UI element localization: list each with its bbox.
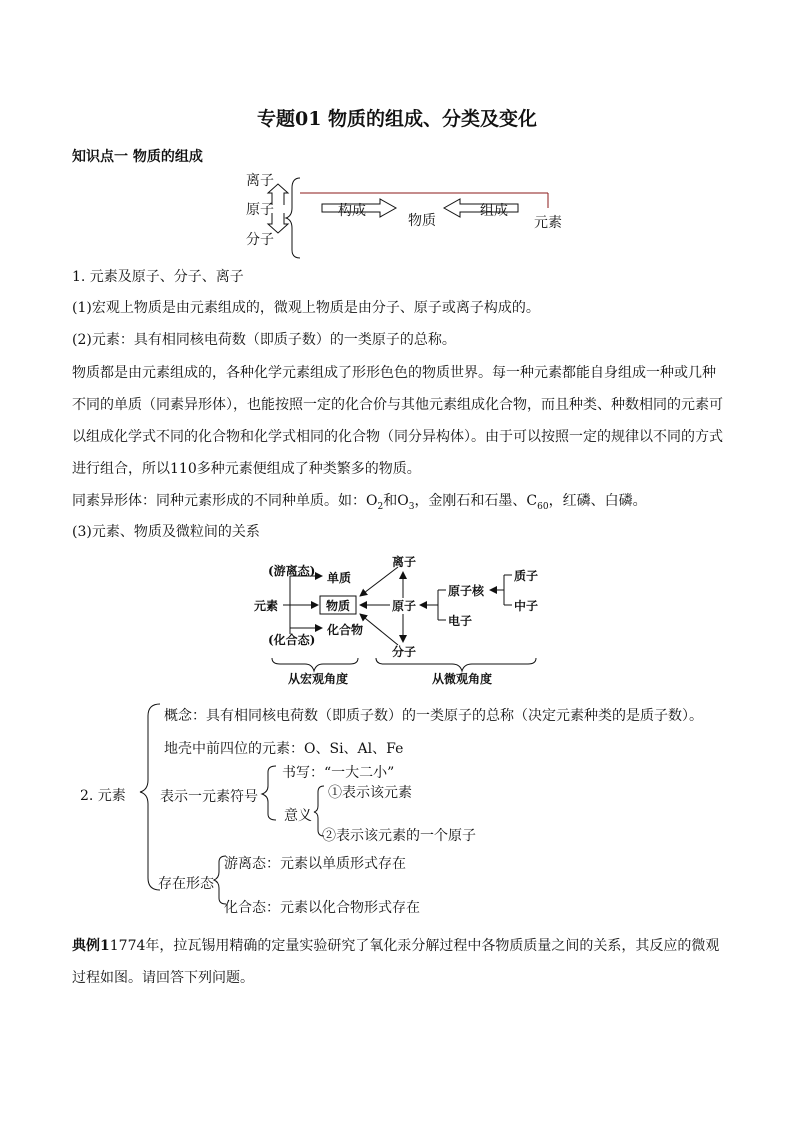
section-heading: 知识点一 物质的组成 <box>72 149 203 165</box>
sub-heading: 1. 元素及原子、分子、离子 <box>72 269 244 285</box>
meaning-item-2: ②表示该元素的一个原子 <box>322 828 476 844</box>
molecule-label: 分子 <box>246 232 274 248</box>
nucleus-label: 原子核 <box>448 584 485 598</box>
compose-label: 组成 <box>480 203 508 219</box>
combined-state-text: 化合态：元素以化合物形式存在 <box>224 900 420 916</box>
simple-substance-label: 单质 <box>327 571 352 585</box>
proton-label: 质子 <box>514 569 539 583</box>
micro-view-label: 从微观角度 <box>432 672 493 686</box>
crust-elements-text: 地壳中前四位的元素：O、Si、Al、Fe <box>164 741 404 757</box>
meaning-item-1: ①表示该元素 <box>328 785 412 801</box>
compound-label: 化合物 <box>327 623 364 637</box>
paragraph-line: 不同的单质（同素异形体），也能按照一定的化合价与其他元素组成化合物，而且种类、种数相同的元素可 <box>72 397 723 413</box>
molecule-label: 分子 <box>392 645 417 659</box>
element-label: 元素 <box>534 215 562 231</box>
paragraph-item-2: (2)元素：具有相同核电荷数（即质子数）的一类原子的总称。 <box>72 332 456 348</box>
paragraph-line: 物质都是由元素组成的，各种化学元素组成了形形色色的物质世界。每一种元素都能自身组成一种或几种 <box>72 365 716 381</box>
constitute-label: 构成 <box>338 203 366 219</box>
page-title: 专题01 物质的组成、分类及变化 <box>256 108 538 130</box>
macro-view-label: 从宏观角度 <box>288 672 349 686</box>
allotrope-line: 同素异形体：同种元素形成的不同种单质。如：$O_2$和$O_3$，金刚石和石墨、$C_{60}$，红磷、白磷。 <box>72 493 647 512</box>
atom-label: 原子 <box>392 599 417 613</box>
existence-label: 存在形态 <box>158 876 214 892</box>
substance-label: 物质 <box>326 599 351 613</box>
free-state-label: (游离态) <box>268 564 316 578</box>
electron-label: 电子 <box>448 614 473 628</box>
writing-text: 书写：“一大二小” <box>282 765 395 781</box>
example-line-1: 典例11774年，拉瓦锡用精确的定量实验研究了氧化汞分解过程中各物质质量之间的关系，其反应的微观 <box>72 938 720 954</box>
ion-label: 离子 <box>246 173 274 189</box>
free-state-text: 游离态：元素以单质形式存在 <box>224 856 406 872</box>
combined-state-label: (化合态) <box>268 633 316 647</box>
symbol-label: 表示一元素符号 <box>160 789 258 805</box>
neutron-label: 中子 <box>514 599 539 613</box>
meaning-label: 意义 <box>284 808 312 824</box>
example-line-2: 过程如图。请回答下列问题。 <box>72 970 254 986</box>
ion-label: 离子 <box>392 555 417 569</box>
concept-text: 概念：具有相同核电荷数（即质子数）的一类原子的总称（决定元素种类的是质子数）。 <box>164 708 703 724</box>
element-label: 2. 元素 <box>80 788 126 804</box>
paragraph-item-1: (1)宏观上物质是由元素组成的，微观上物质是由分子、原子或离子构成的。 <box>72 300 540 316</box>
element-label: 元素 <box>254 599 279 613</box>
substance-label: 物质 <box>408 213 436 229</box>
paragraph-line: 以组成化学式不同的化合物和化学式相同的化合物（同分异构体）。由于可以按照一定的规律以不同的方式 <box>72 429 723 445</box>
atom-label: 原子 <box>246 202 274 218</box>
paragraph-line: 进行组合，所以110多种元素便组成了种类繁多的物质。 <box>72 461 421 477</box>
paragraph-item-3: (3)元素、物质及微粒间的关系 <box>72 524 260 540</box>
